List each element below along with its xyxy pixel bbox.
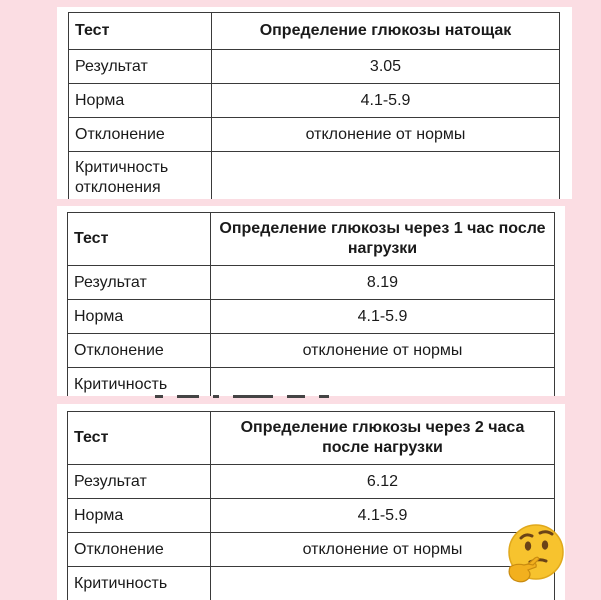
glucose-fasting-table [68, 12, 560, 199]
result-value: 8.19 [211, 266, 555, 300]
norm-row [69, 84, 560, 118]
result-row [68, 465, 555, 499]
glucose-fasting-panel [57, 7, 572, 199]
deviation-row [68, 334, 555, 368]
deviation-value: отклонение от нормы [211, 533, 555, 567]
deviation-label: Отклонение [68, 533, 211, 567]
norm-row [68, 499, 555, 533]
deviation-row [69, 118, 560, 152]
norm-value: 4.1-5.9 [212, 84, 560, 118]
table-header-row [68, 213, 555, 266]
glucose-2h-table [67, 411, 555, 600]
header-label: Тест [68, 213, 211, 266]
table-header-row [69, 13, 560, 50]
norm-value: 4.1-5.9 [211, 300, 555, 334]
result-label: Результат [69, 50, 212, 84]
result-label: Результат [68, 465, 211, 499]
criticality-label: Критичность [68, 368, 211, 397]
test-name: Определение глюкозы натощак [212, 13, 560, 50]
glucose-2h-panel [57, 404, 565, 600]
criticality-label: Критичность [68, 567, 211, 600]
norm-label: Норма [68, 499, 211, 533]
norm-label: Норма [68, 300, 211, 334]
deviation-value: отклонение от нормы [211, 334, 555, 368]
result-label: Результат [68, 266, 211, 300]
deviation-row [68, 533, 555, 567]
criticality-row [68, 567, 555, 600]
glucose-1h-table [67, 212, 555, 396]
thinking-face-icon [502, 521, 568, 587]
test-name: Определение глюкозы через 1 час после нагрузки [211, 213, 555, 266]
criticality-value [212, 152, 560, 200]
norm-label: Норма [69, 84, 212, 118]
deviation-label: Отклонение [69, 118, 212, 152]
result-row [69, 50, 560, 84]
test-name: Определение глюкозы через 2 часа после нагрузки [211, 412, 555, 465]
cropped-text-fragment [155, 392, 385, 398]
result-value: 6.12 [211, 465, 555, 499]
deviation-label: Отклонение [68, 334, 211, 368]
result-row [68, 266, 555, 300]
glucose-1h-panel [57, 206, 565, 396]
norm-value: 4.1-5.9 [211, 499, 555, 533]
criticality-row [69, 152, 560, 200]
norm-row [68, 300, 555, 334]
deviation-value: отклонение от нормы [212, 118, 560, 152]
header-label: Тест [69, 13, 212, 50]
criticality-label: Критичность отклонения [69, 152, 212, 200]
header-label: Тест [68, 412, 211, 465]
table-header-row [68, 412, 555, 465]
result-value: 3.05 [212, 50, 560, 84]
